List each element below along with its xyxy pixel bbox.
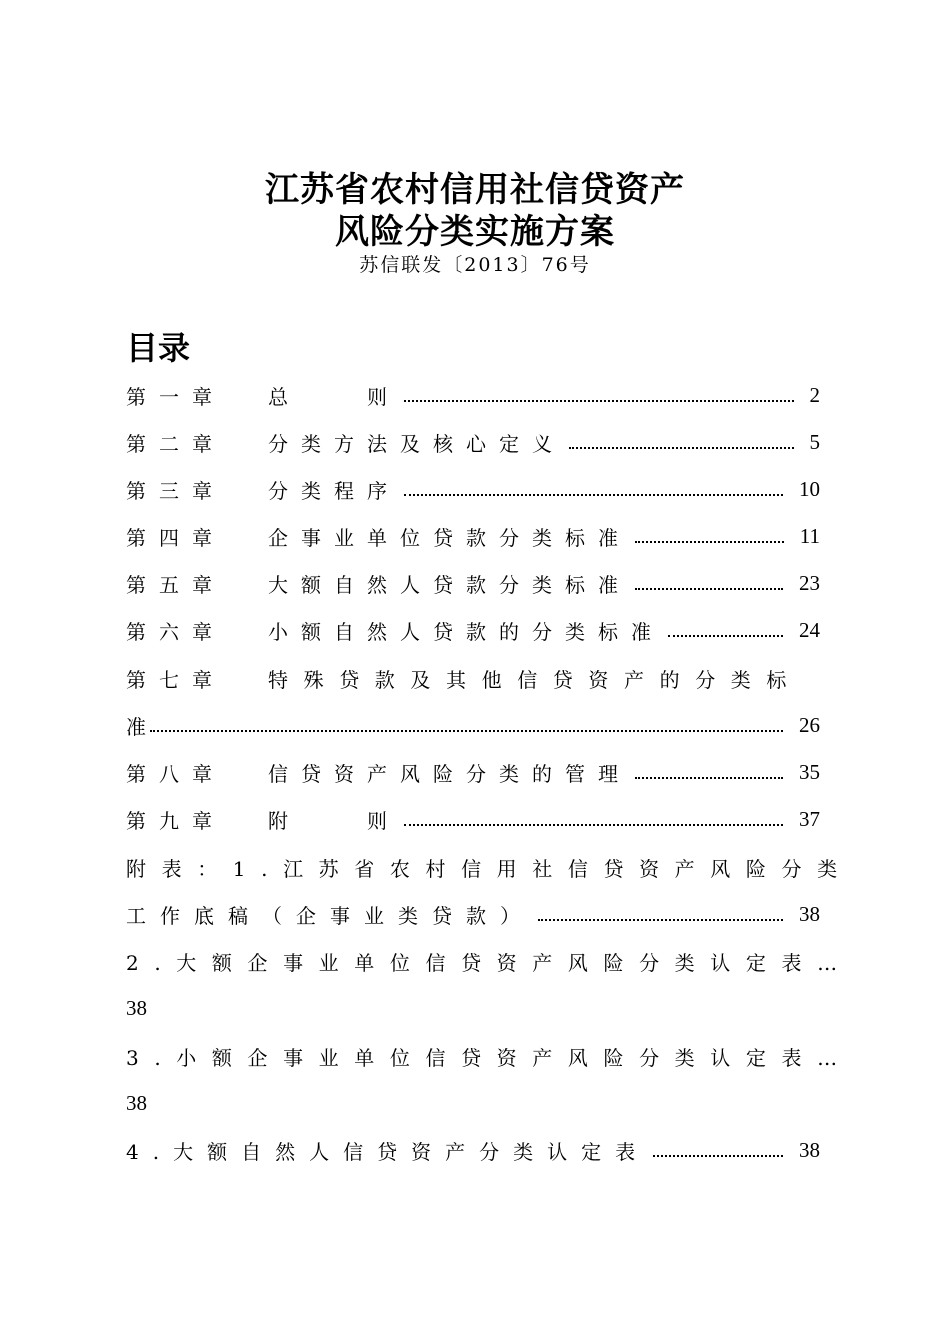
toc-chapter-name: 大额自然人贷款分类标准 — [268, 572, 631, 597]
toc-chapter: 第五章 — [126, 572, 225, 597]
toc-appendix-1[interactable] — [126, 847, 853, 887]
toc-entry-6[interactable] — [126, 610, 820, 650]
toc-chapter-name: 分类程序 — [268, 478, 400, 503]
toc-appendix-line: 附表：1.江苏省农村信用社信贷资产风险分类 — [126, 856, 853, 881]
toc-leader — [569, 427, 794, 449]
toc-page-number: 26 — [799, 712, 820, 737]
toc-chapter-name: 特殊贷款及其他信贷资产的分类标 — [268, 667, 802, 692]
toc-appendix-3-page[interactable] — [126, 1083, 820, 1123]
toc-leader — [668, 615, 783, 637]
toc-chapter: 第七章 — [126, 667, 225, 692]
toc-entry-7-cont[interactable] — [126, 705, 820, 745]
toc-leader — [404, 380, 794, 402]
toc-page-number: 23 — [799, 570, 820, 595]
toc-entry-9[interactable] — [126, 799, 820, 839]
toc-page-number: 35 — [799, 759, 820, 784]
toc-page-number: 38 — [126, 1090, 147, 1115]
toc-chapter: 第四章 — [126, 525, 225, 550]
toc-chapter-name: 分类方法及核心定义 — [268, 431, 565, 456]
toc-leader — [150, 710, 783, 732]
toc-chapter-name: 信贷资产风险分类的管理 — [268, 761, 631, 786]
toc-entry-3[interactable] — [126, 469, 820, 509]
toc-appendix-line: 2.大额企事业单位信贷资产风险分类认定表… — [126, 950, 853, 975]
toc-page-number: 10 — [799, 476, 820, 501]
toc-chapter: 第六章 — [126, 619, 225, 644]
toc-page-number: 38 — [799, 1137, 820, 1162]
toc-appendix-line: 4.大额自然人信贷资产分类认定表 — [126, 1139, 650, 1164]
toc-chapter: 第一章 — [126, 384, 225, 409]
toc-page-number: 37 — [799, 806, 820, 831]
toc-chapter-name: 附 则 — [268, 808, 400, 833]
toc-leader — [404, 804, 783, 826]
toc-chapter-name: 总 则 — [268, 384, 400, 409]
toc-appendix-line: 3.小额企事业单位信贷资产风险分类认定表… — [126, 1045, 853, 1070]
toc-chapter: 第三章 — [126, 478, 225, 503]
toc-page-number: 38 — [126, 995, 147, 1020]
document-title-line2: 风险分类实施方案 — [335, 212, 615, 252]
toc-appendix-4[interactable] — [126, 1130, 820, 1170]
toc-chapter: 第八章 — [126, 761, 225, 786]
toc-page-number: 11 — [799, 523, 820, 548]
toc-page-number: 24 — [799, 617, 820, 642]
toc-appendix-line: 工作底稿（企事业类贷款） — [126, 903, 534, 928]
toc-leader — [635, 568, 783, 590]
toc-leader — [653, 1135, 783, 1157]
toc-chapter: 第九章 — [126, 808, 225, 833]
toc-leader — [538, 899, 783, 921]
toc-page-number: 5 — [809, 429, 820, 454]
toc-entry-7[interactable] — [126, 658, 820, 698]
toc-heading: 目录 — [126, 329, 191, 367]
toc-leader — [404, 474, 783, 496]
toc-entry-4[interactable] — [126, 516, 820, 556]
document-title-line1: 江苏省农村信用社信贷资产 — [265, 170, 685, 210]
toc-entry-2[interactable] — [126, 422, 820, 462]
toc-chapter-name: 小额自然人贷款的分类标准 — [268, 619, 664, 644]
toc-chapter-name-cont: 准 — [126, 714, 146, 739]
toc-appendix-3[interactable] — [126, 1036, 853, 1076]
toc-chapter: 第二章 — [126, 431, 225, 456]
toc-leader — [635, 757, 783, 779]
toc-leader — [635, 521, 784, 543]
toc-appendix-2[interactable] — [126, 941, 853, 981]
toc-appendix-1-cont[interactable] — [126, 894, 820, 934]
toc-page-number: 38 — [799, 901, 820, 926]
toc-entry-1[interactable] — [126, 375, 820, 415]
toc-appendix-2-page[interactable] — [126, 988, 820, 1028]
document-number: 苏信联发〔2013〕76号 — [359, 254, 591, 276]
toc-chapter-name: 企事业单位贷款分类标准 — [268, 525, 631, 550]
toc-entry-5[interactable] — [126, 563, 820, 603]
toc-entry-8[interactable] — [126, 752, 820, 792]
toc-page-number: 2 — [809, 382, 820, 407]
